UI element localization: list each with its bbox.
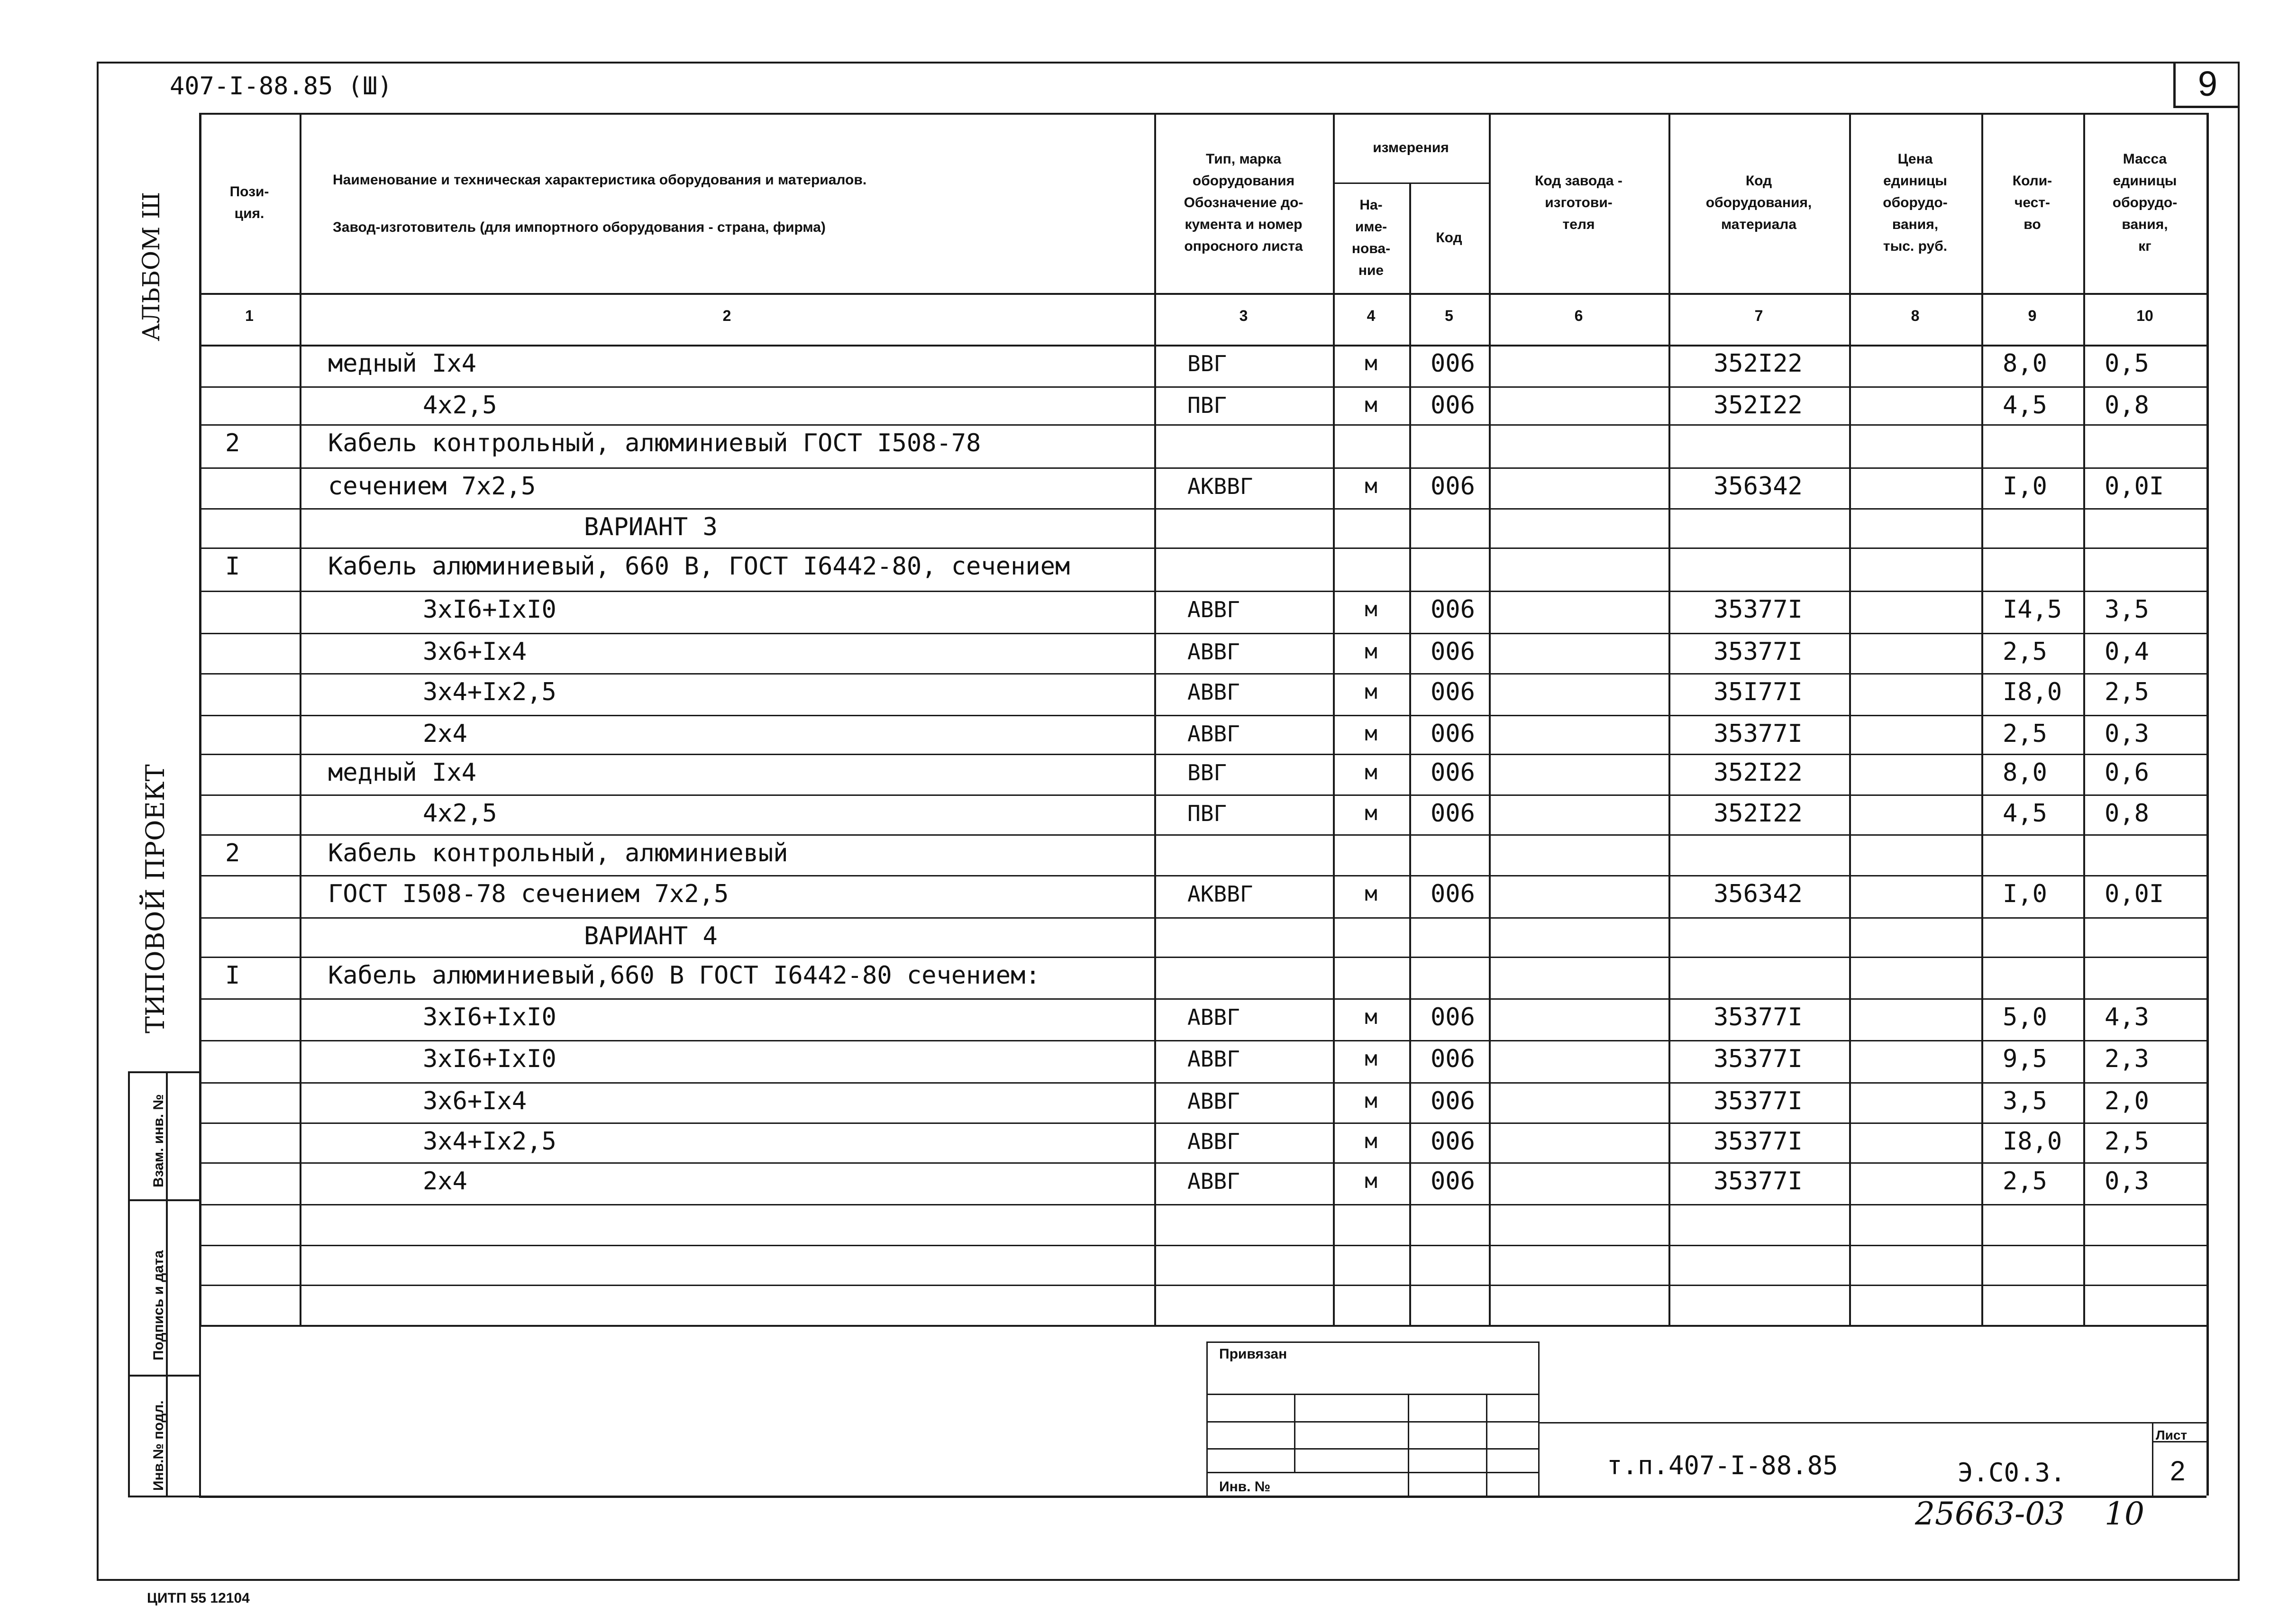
cell-unit: м — [1365, 1005, 1377, 1029]
col-header-name — [333, 156, 1091, 251]
rule-line — [1294, 1394, 1295, 1472]
cell-unit: м — [1365, 351, 1377, 375]
col-header-mass: Масса единицы оборудо- вания, кг — [2112, 151, 2178, 254]
cell-name: 3x4+Ix2,5 — [423, 1127, 556, 1156]
cell-unit: м — [1365, 680, 1377, 704]
cell-material-code: 35377I — [1714, 1003, 1803, 1031]
cell-material-code: 35377I — [1714, 638, 1803, 666]
cell-type: ВВГ — [1187, 351, 1227, 376]
cell-name: Кабель контрольный, алюминиевый — [328, 839, 788, 867]
cell-material-code: 35377I — [1714, 1167, 1803, 1195]
rule-line — [1206, 1394, 1538, 1395]
cell-unit-code: 006 — [1431, 1127, 1475, 1156]
cell-name: 3xI6+IxI0 — [423, 1045, 556, 1073]
col-header-plant-code: Код завода - изготови- теля — [1535, 173, 1623, 232]
cell-name: 3xI6+IxI0 — [423, 1003, 556, 1031]
cell-name: 3x6+Ix4 — [423, 1087, 527, 1115]
cell-unit-code: 006 — [1431, 472, 1475, 501]
album-code: 407-I-88.85 (Ш) — [170, 72, 392, 100]
cell-unit: м — [1365, 597, 1377, 621]
column-number: 6 — [1574, 307, 1583, 324]
rule-line — [2206, 113, 2209, 1325]
cell-unit-code: 006 — [1431, 1003, 1475, 1031]
cell-unit-code: 006 — [1431, 1167, 1475, 1195]
cell-unit-code: 006 — [1431, 880, 1475, 908]
col-header-type: Тип, марка оборудования Обозначение до- кумента и номер опросного листа — [1184, 151, 1304, 254]
cell-unit: м — [1365, 760, 1377, 785]
cell-quantity: I,0 — [2003, 472, 2047, 501]
sheet-corner-number: 9 — [2173, 62, 2240, 108]
cell-name: 4x2,5 — [423, 391, 497, 420]
inv-label: Инв. № — [1219, 1479, 1271, 1495]
rule-line — [1538, 1341, 1540, 1496]
cell-unit: м — [1365, 882, 1377, 906]
cell-mass: 0,0I — [2105, 880, 2164, 908]
col-header-position: Пози- ция. — [229, 184, 269, 221]
cell-unit-code: 006 — [1431, 391, 1475, 420]
cell-material-code: 356342 — [1714, 472, 1803, 501]
stamp-label-original-inv: Инв.№ подл. — [151, 1400, 166, 1491]
cell-material-code: 352I22 — [1714, 391, 1803, 420]
cell-unit: м — [1365, 1169, 1377, 1193]
cell-position: I — [225, 961, 240, 990]
cell-unit-code: 006 — [1431, 1045, 1475, 1073]
album-label: АЛЬБОМ Ш — [137, 192, 165, 341]
stamp-label-replaced-inv: Взам. инв. № — [151, 1094, 166, 1187]
cell-unit-code: 006 — [1431, 595, 1475, 624]
cell-unit: м — [1365, 393, 1377, 417]
cell-type: АКВВГ — [1187, 474, 1253, 499]
cell-name: сечением 7x2,5 — [328, 472, 536, 501]
rule-line — [199, 293, 2206, 295]
rule-line — [2206, 1325, 2209, 1496]
cell-type: АВВГ — [1187, 1129, 1240, 1154]
table-row — [199, 1285, 2206, 1325]
cell-type: АВВГ — [1187, 1004, 1240, 1030]
cell-mass: 0,8 — [2105, 799, 2149, 828]
cell-quantity: I,0 — [2003, 880, 2047, 908]
table-row — [199, 917, 2206, 957]
cell-name: Кабель алюминиевый, 660 В, ГОСТ I6442-80, сечением — [328, 552, 1070, 581]
col-header-name-line1: Наименование и техническая характеристика оборудования и материалов. — [333, 172, 867, 188]
rule-line — [128, 1375, 199, 1377]
cell-name: медный Ix4 — [328, 758, 477, 787]
cell-type: АВВГ — [1187, 679, 1240, 705]
cell-material-code: 35377I — [1714, 1087, 1803, 1115]
column-number: 5 — [1445, 307, 1453, 324]
cell-quantity: 9,5 — [2003, 1045, 2047, 1073]
cell-mass: 0,5 — [2105, 349, 2149, 378]
col-header-name-line2: Завод-изготовитель (для импортного оборудования - страна, фирма) — [333, 219, 826, 235]
cell-name: 3x4+Ix2,5 — [423, 678, 556, 706]
cell-unit: м — [1365, 474, 1377, 498]
cell-material-code: 35377I — [1714, 1127, 1803, 1156]
cell-name: 3xI6+IxI0 — [423, 595, 556, 624]
cell-quantity: I4,5 — [2003, 595, 2062, 624]
cell-type: АВВГ — [1187, 597, 1240, 622]
cell-quantity: 2,5 — [2003, 720, 2047, 748]
cell-position: I — [225, 552, 240, 581]
cell-position: 2 — [225, 839, 240, 867]
rule-line — [2152, 1422, 2153, 1496]
rule-line — [1206, 1448, 1538, 1450]
cell-quantity: 3,5 — [2003, 1087, 2047, 1115]
cell-name: ВАРИАНТ 4 — [584, 922, 718, 950]
cell-type: ВВГ — [1187, 760, 1227, 785]
cell-material-code: 352I22 — [1714, 758, 1803, 787]
cell-type: АКВВГ — [1187, 881, 1253, 907]
cell-name: 3x6+Ix4 — [423, 638, 527, 666]
cell-mass: 2,5 — [2105, 678, 2149, 706]
rule-line — [128, 1199, 199, 1201]
cell-quantity: I8,0 — [2003, 678, 2062, 706]
cell-quantity: 8,0 — [2003, 758, 2047, 787]
rule-line — [1408, 1394, 1409, 1496]
cell-mass: 0,8 — [2105, 391, 2149, 420]
cell-unit-code: 006 — [1431, 678, 1475, 706]
cell-quantity: I8,0 — [2003, 1127, 2062, 1156]
rule-line — [1206, 1472, 1538, 1473]
cell-material-code: 35377I — [1714, 595, 1803, 624]
column-number: 9 — [2028, 307, 2037, 324]
cell-type: ПВГ — [1187, 801, 1227, 826]
cell-mass: 0,0I — [2105, 472, 2164, 501]
cell-unit: м — [1365, 1089, 1377, 1113]
rule-line — [1206, 1341, 1208, 1496]
cell-unit-code: 006 — [1431, 1087, 1475, 1115]
cell-mass: 3,5 — [2105, 595, 2149, 624]
rule-line — [199, 1496, 2206, 1498]
col-header-unit-code: Код — [1436, 229, 1462, 246]
cell-unit: м — [1365, 1047, 1377, 1071]
cell-mass: 2,0 — [2105, 1087, 2149, 1115]
rule-line — [128, 1071, 199, 1073]
column-number: 3 — [1239, 307, 1248, 324]
handwritten-page: 10 — [2105, 1496, 2144, 1532]
handwritten-number: 25663-03 — [1915, 1496, 2065, 1532]
cell-name: ВАРИАНТ 3 — [584, 513, 718, 541]
stamp-label-signature: Подпись и дата — [151, 1250, 166, 1360]
bound-label: Привязан — [1219, 1346, 1287, 1362]
rule-line — [199, 1325, 2206, 1327]
cell-unit-code: 006 — [1431, 349, 1475, 378]
cell-name: ГОСТ I508-78 сечением 7x2,5 — [328, 880, 729, 908]
cell-unit-code: 006 — [1431, 638, 1475, 666]
rule-line — [2152, 1441, 2206, 1442]
printer-mark: ЦИТП 55 12104 — [147, 1590, 250, 1606]
col-header-measure-group: измерения — [1373, 139, 1449, 155]
cell-name: 2x4 — [423, 1167, 467, 1195]
col-header-unit-name: На- име- нова- ние — [1351, 197, 1391, 278]
cell-position: 2 — [225, 429, 240, 457]
rule-line — [1486, 1394, 1487, 1496]
column-number: 1 — [245, 307, 254, 324]
column-number: 7 — [1754, 307, 1763, 324]
cell-unit: м — [1365, 1129, 1377, 1153]
cell-unit: м — [1365, 721, 1377, 746]
cell-unit: м — [1365, 639, 1377, 664]
cell-unit-code: 006 — [1431, 799, 1475, 828]
cell-quantity: 8,0 — [2003, 349, 2047, 378]
rule-line — [128, 1496, 199, 1497]
cell-name: Кабель алюминиевый,660 В ГОСТ I6442-80 сечением: — [328, 961, 1040, 990]
rule-line — [1538, 1422, 2206, 1423]
column-number: 8 — [1911, 307, 1920, 324]
table-row — [199, 1204, 2206, 1245]
cell-type: ПВГ — [1187, 392, 1227, 418]
cell-quantity: 2,5 — [2003, 638, 2047, 666]
cell-material-code: 356342 — [1714, 880, 1803, 908]
rule-line — [1206, 1341, 1538, 1343]
cell-material-code: 35377I — [1714, 720, 1803, 748]
rule-line — [128, 1071, 130, 1496]
cell-type: АВВГ — [1187, 1088, 1240, 1114]
rule-line — [1206, 1421, 1538, 1423]
cell-quantity: 2,5 — [2003, 1167, 2047, 1195]
table-row — [199, 508, 2206, 547]
cell-unit: м — [1365, 801, 1377, 825]
cell-quantity: 4,5 — [2003, 391, 2047, 420]
cell-material-code: 35377I — [1714, 1045, 1803, 1073]
cell-type: АВВГ — [1187, 721, 1240, 747]
cell-mass: 2,3 — [2105, 1045, 2149, 1073]
cell-quantity: 5,0 — [2003, 1003, 2047, 1031]
sheet-label: Лист — [2156, 1428, 2188, 1442]
cell-material-code: 352I22 — [1714, 799, 1803, 828]
project-label: ТИПОВОЙ ПРОЕКТ — [140, 764, 170, 1033]
cell-mass: 0,3 — [2105, 1167, 2149, 1195]
cell-mass: 0,6 — [2105, 758, 2149, 787]
cell-name: 2x4 — [423, 720, 467, 748]
cell-mass: 0,4 — [2105, 638, 2149, 666]
cell-type: АВВГ — [1187, 639, 1240, 665]
cell-unit-code: 006 — [1431, 758, 1475, 787]
cell-mass: 2,5 — [2105, 1127, 2149, 1156]
col-header-material-code: Код оборудования, материала — [1705, 173, 1812, 232]
cell-type: АВВГ — [1187, 1168, 1240, 1194]
column-number: 4 — [1367, 307, 1376, 324]
col-header-quantity: Коли- чест- во — [2012, 173, 2052, 232]
doc-code: т.п.407-I-88.85 — [1607, 1451, 1838, 1480]
cell-mass: 4,3 — [2105, 1003, 2149, 1031]
column-number: 2 — [722, 307, 731, 324]
section-code: Э.С0.3. — [1958, 1458, 2066, 1487]
cell-material-code: 35I77I — [1714, 678, 1803, 706]
cell-name: 4x2,5 — [423, 799, 497, 828]
col-header-price: Цена единицы оборудо- вания, тыс. руб. — [1883, 151, 1948, 254]
cell-type: АВВГ — [1187, 1046, 1240, 1072]
sheet-value: 2 — [2170, 1456, 2186, 1487]
table-row — [199, 1245, 2206, 1285]
cell-mass: 0,3 — [2105, 720, 2149, 748]
column-number: 10 — [2136, 307, 2153, 324]
cell-quantity: 4,5 — [2003, 799, 2047, 828]
cell-material-code: 352I22 — [1714, 349, 1803, 378]
cell-name: медный Ix4 — [328, 349, 477, 378]
cell-name: Кабель контрольный, алюминиевый ГОСТ I508-78 — [328, 429, 981, 457]
cell-unit-code: 006 — [1431, 720, 1475, 748]
